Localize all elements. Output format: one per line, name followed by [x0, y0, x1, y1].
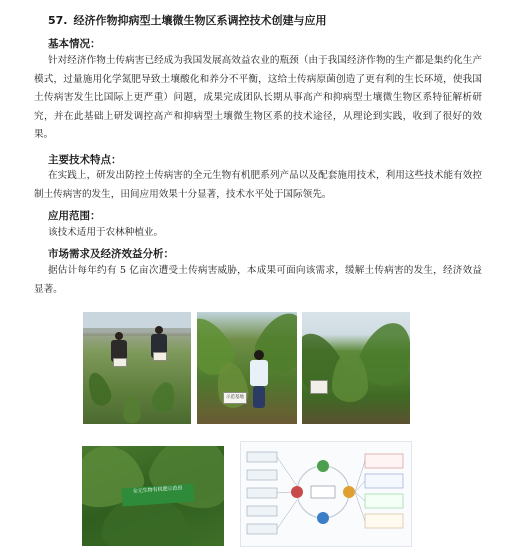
- photo-tobacco-demo: [82, 446, 224, 546]
- paragraph-market-analysis: 据估计每年约有 5 亿亩次遭受土传病害威胁，本成果可面向该需求，缓解土传病害的发生，经济效益显著。: [34, 265, 482, 295]
- paragraph-application-scope: 该技术适用于农林种植业。: [48, 227, 164, 238]
- heading-basic-info: 基本情况：: [48, 38, 101, 50]
- item-number: 57.: [48, 14, 68, 27]
- paragraph-tech-features: 在实践上，研发出防控土传病害的全元生物有机肥系列产品以及配套施用技术，利用这些技术能有效控制土传病害的发生，田间应用效果十分显著，技术水平处于国际领先。: [34, 170, 482, 200]
- diagram-microbial-regulation: [240, 441, 412, 547]
- banana-field-sign: 示范基地: [223, 392, 247, 404]
- heading-tech-features: 主要技术特点：: [48, 154, 122, 166]
- photo-banana-plantation: [302, 312, 410, 424]
- cycle-diagram-svg: [241, 442, 411, 546]
- photo-field-inspection: [83, 312, 191, 424]
- photo-banana-demo-field: [197, 312, 297, 424]
- heading-application-scope: 应用范围：: [48, 210, 101, 222]
- paragraph-basic-info: 针对经济作物土传病害已经成为我国发展高效益农业的瓶颈（由于我国经济作物的生产都是集约化生产模式，过量施用化学氮肥导致土壤酸化和养分不平衡，这给土传病原菌创造了更有利的生长环境，使我国土传病害发生比国际上更严重）问题，成果完成团队长期从事高产和抑病型土壤微生物区系特征解析研究，并在此基础上研发调控高产和抑病型土壤微生物区系的技术途径，从理论到实践，收到了很好的效果。: [34, 55, 482, 140]
- tobacco-demo-sign: 全元生物有机肥示范田: [121, 484, 194, 507]
- heading-market-analysis: 市场需求及经济效益分析：: [48, 248, 174, 260]
- document-title: [48, 12, 327, 28]
- title-text: 经济作物抑病型土壤微生物区系调控技术创建与应用: [73, 14, 327, 27]
- plantation-sign: [310, 380, 328, 394]
